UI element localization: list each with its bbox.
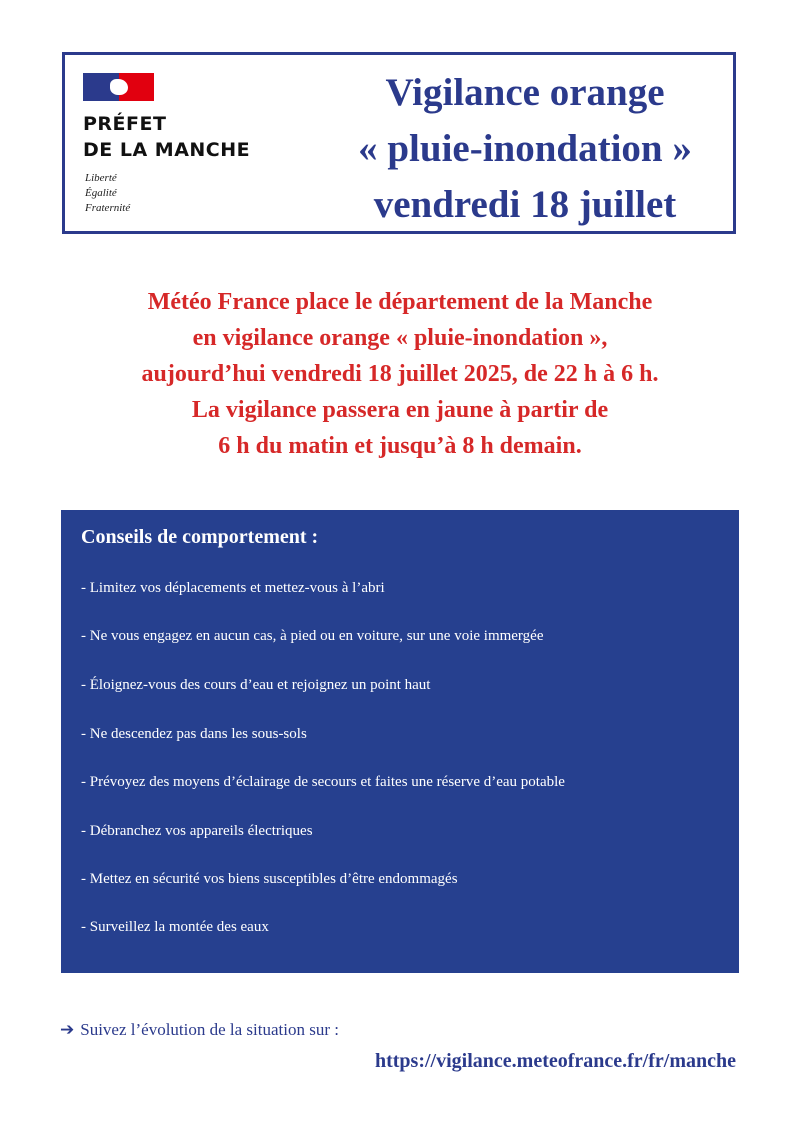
advice-item: - Mettez en sécurité vos biens susceptibles d’être endommagés <box>81 871 458 887</box>
advice-item: - Ne descendez pas dans les sous-sols <box>81 726 307 742</box>
advice-item: - Éloignez-vous des cours d’eau et rejoignez un point haut <box>81 677 431 693</box>
motto-liberte: Liberté <box>85 172 117 184</box>
alert-line: en vigilance orange « pluie-inondation », <box>192 325 608 351</box>
motto-egalite: Égalité <box>85 187 117 199</box>
follow-line <box>60 1020 339 1040</box>
alert-line: La vigilance passera en jaune à partir de <box>191 397 609 423</box>
vigilance-link[interactable]: https://vigilance.meteofrance.fr/fr/manche <box>374 1050 736 1072</box>
follow-text: Suivez l’évolution de la situation sur : <box>80 1020 339 1039</box>
advice-item: - Prévoyez des moyens d’éclairage de secours et faites une réserve d’eau potable <box>81 774 565 790</box>
motto-fraternite: Fraternité <box>85 202 131 214</box>
logo-prefet-text: PRÉFET <box>83 113 167 135</box>
title-line: vendredi 18 juillet <box>373 183 677 226</box>
advice-item: - Surveillez la montée des eaux <box>81 919 269 935</box>
header-box <box>62 52 736 234</box>
alert-line: Météo France place le département de la Manche <box>147 289 653 315</box>
title-line: « pluie-inondation » <box>358 127 692 170</box>
advice-item: - Débranchez vos appareils électriques <box>81 823 313 839</box>
title-line: Vigilance orange <box>385 71 665 114</box>
advice-item: - Ne vous engagez en aucun cas, à pied ou en voiture, sur une voie immergée <box>81 628 544 644</box>
marianne-flag-icon <box>83 73 154 101</box>
page-title <box>315 65 735 233</box>
advice-item: - Limitez vos déplacements et mettez-vous à l’abri <box>81 580 385 596</box>
alert-line: aujourd’hui vendredi 18 juillet 2025, de 22 h à 6 h. <box>141 361 659 387</box>
arrow-right-icon: ➔ <box>60 1020 75 1040</box>
advice-panel <box>61 510 739 973</box>
advice-title: Conseils de comportement : <box>81 526 319 548</box>
logo-manche-text: DE LA MANCHE <box>83 139 251 161</box>
alert-line: 6 h du matin et jusqu’à 8 h demain. <box>218 433 582 459</box>
alert-message <box>30 284 770 464</box>
prefecture-logo <box>83 73 293 223</box>
